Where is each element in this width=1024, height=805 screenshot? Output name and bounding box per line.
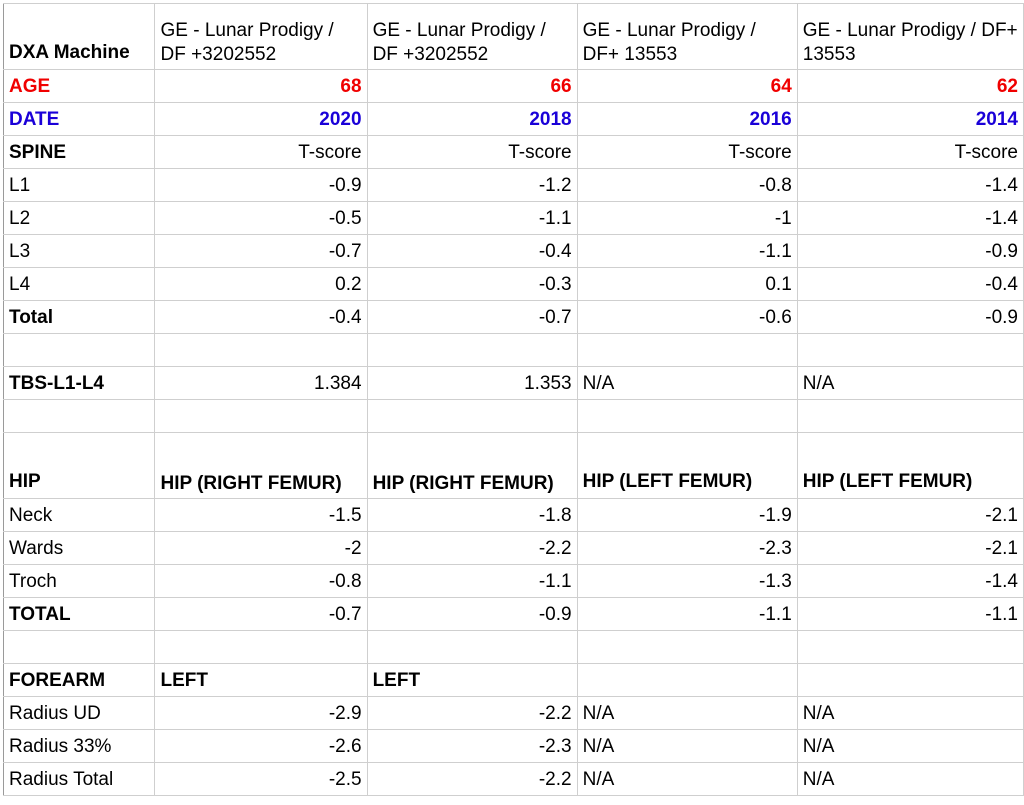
value-cell[interactable]: -1.8 [367,499,577,532]
hip-side-cell[interactable]: HIP (RIGHT FEMUR) [367,433,577,499]
spine-row-total [4,301,1024,334]
value-cell[interactable]: N/A [797,763,1023,796]
t-score-cell[interactable]: T-score [367,136,577,169]
hip-row-total [4,598,1024,631]
forearm-side-cell[interactable]: LEFT [367,664,577,697]
spine-row-l4 [4,268,1024,301]
machine-cell[interactable]: GE - Lunar Prodigy / DF +3202552 [155,4,367,70]
empty-cell[interactable] [797,400,1023,433]
value-cell[interactable]: -0.9 [797,235,1023,268]
t-score-cell[interactable]: T-score [155,136,367,169]
empty-cell[interactable] [577,631,797,664]
spine-row-l2 [4,202,1024,235]
date-cell[interactable]: 2020 [155,103,367,136]
machine-label[interactable]: DXA Machine [4,4,155,70]
value-cell[interactable]: -2 [155,532,367,565]
value-cell[interactable]: -2.2 [367,763,577,796]
value-cell[interactable]: -1.4 [797,169,1023,202]
row-label[interactable]: L3 [4,235,155,268]
row-label[interactable]: Neck [4,499,155,532]
value-cell[interactable]: -1.1 [577,598,797,631]
age-cell[interactable]: 66 [367,70,577,103]
value-cell[interactable]: -1.9 [577,499,797,532]
row-label[interactable]: Radius 33% [4,730,155,763]
age-cell[interactable]: 68 [155,70,367,103]
value-cell[interactable]: -1.1 [577,235,797,268]
empty-cell[interactable] [155,334,367,367]
forearm-row-radius-total [4,763,1024,796]
t-score-cell[interactable]: T-score [797,136,1023,169]
hip-header-row [4,433,1024,499]
value-cell[interactable]: -0.8 [155,565,367,598]
hip-side-cell[interactable]: HIP (RIGHT FEMUR) [155,433,367,499]
value-cell[interactable]: N/A [577,763,797,796]
empty-row [4,400,1024,433]
forearm-row-radius-ud [4,697,1024,730]
date-label[interactable]: DATE [4,103,155,136]
value-cell[interactable]: -0.4 [367,235,577,268]
empty-row [4,631,1024,664]
date-cell[interactable]: 2016 [577,103,797,136]
value-cell[interactable]: N/A [797,730,1023,763]
value-cell[interactable]: -0.7 [155,598,367,631]
hip-label[interactable]: HIP [4,433,155,499]
value-cell[interactable]: 0.2 [155,268,367,301]
value-cell[interactable]: 1.384 [155,367,367,400]
dxa-results-table [3,3,1024,796]
machine-cell[interactable]: GE - Lunar Prodigy / DF+ 13553 [797,4,1023,70]
value-cell[interactable]: -1.1 [797,598,1023,631]
age-cell[interactable]: 64 [577,70,797,103]
value-cell[interactable]: -1.4 [797,565,1023,598]
empty-cell[interactable] [577,400,797,433]
forearm-row-radius-33 [4,730,1024,763]
row-label[interactable]: Total [4,301,155,334]
value-cell[interactable]: 0.1 [577,268,797,301]
empty-cell[interactable] [4,334,155,367]
value-cell[interactable]: -0.8 [577,169,797,202]
spine-label[interactable]: SPINE [4,136,155,169]
empty-cell[interactable] [797,334,1023,367]
value-cell[interactable]: -0.9 [797,301,1023,334]
tbs-row [4,367,1024,400]
age-label[interactable]: AGE [4,70,155,103]
age-cell[interactable]: 62 [797,70,1023,103]
date-cell[interactable]: 2014 [797,103,1023,136]
row-label[interactable]: L1 [4,169,155,202]
date-cell[interactable]: 2018 [367,103,577,136]
value-cell[interactable]: -0.4 [797,268,1023,301]
row-label[interactable]: L4 [4,268,155,301]
forearm-side-cell[interactable] [577,664,797,697]
value-cell[interactable]: -2.1 [797,499,1023,532]
empty-cell[interactable] [577,334,797,367]
hip-row-troch [4,565,1024,598]
machine-cell[interactable]: GE - Lunar Prodigy / DF +3202552 [367,4,577,70]
empty-cell[interactable] [797,631,1023,664]
value-cell[interactable]: -1.1 [367,565,577,598]
value-cell[interactable]: -2.3 [577,532,797,565]
machine-cell[interactable]: GE - Lunar Prodigy / DF+ 13553 [577,4,797,70]
value-cell[interactable]: -2.5 [155,763,367,796]
value-cell[interactable]: N/A [797,367,1023,400]
date-row [4,103,1024,136]
empty-cell[interactable] [367,400,577,433]
row-label[interactable]: Wards [4,532,155,565]
empty-cell[interactable] [4,631,155,664]
value-cell[interactable]: 1.353 [367,367,577,400]
value-cell[interactable]: -0.4 [155,301,367,334]
value-cell[interactable]: -2.2 [367,697,577,730]
row-label[interactable]: Troch [4,565,155,598]
machine-row [4,4,1024,70]
empty-row [4,334,1024,367]
empty-cell[interactable] [367,334,577,367]
value-cell[interactable]: -1.2 [367,169,577,202]
value-cell[interactable]: -0.9 [367,598,577,631]
value-cell[interactable]: -0.9 [155,169,367,202]
value-cell[interactable]: -0.3 [367,268,577,301]
row-label[interactable]: Radius Total [4,763,155,796]
spine-row-l1 [4,169,1024,202]
value-cell[interactable]: N/A [577,697,797,730]
spine-row-l3 [4,235,1024,268]
value-cell[interactable]: -2.6 [155,730,367,763]
age-row [4,70,1024,103]
forearm-header-row [4,664,1024,697]
value-cell[interactable]: -1.1 [367,202,577,235]
value-cell[interactable]: -1.5 [155,499,367,532]
value-cell[interactable]: -1.4 [797,202,1023,235]
empty-cell[interactable] [155,400,367,433]
t-score-cell[interactable]: T-score [577,136,797,169]
value-cell[interactable]: -0.7 [367,301,577,334]
value-cell[interactable]: -2.2 [367,532,577,565]
forearm-label[interactable]: FOREARM [4,664,155,697]
hip-row-wards [4,532,1024,565]
forearm-side-cell[interactable]: LEFT [155,664,367,697]
spine-header-row [4,136,1024,169]
value-cell[interactable]: -0.5 [155,202,367,235]
empty-cell[interactable] [4,400,155,433]
row-label[interactable]: L2 [4,202,155,235]
hip-side-cell[interactable]: HIP (LEFT FEMUR) [577,433,797,499]
empty-cell[interactable] [155,631,367,664]
hip-side-cell[interactable]: HIP (LEFT FEMUR) [797,433,1023,499]
row-label[interactable]: Radius UD [4,697,155,730]
value-cell[interactable]: -1 [577,202,797,235]
value-cell[interactable]: N/A [577,730,797,763]
value-cell[interactable]: -0.7 [155,235,367,268]
value-cell[interactable]: -2.1 [797,532,1023,565]
value-cell[interactable]: -2.3 [367,730,577,763]
forearm-side-cell[interactable] [797,664,1023,697]
value-cell[interactable]: N/A [797,697,1023,730]
row-label[interactable]: TOTAL [4,598,155,631]
value-cell[interactable]: -2.9 [155,697,367,730]
value-cell[interactable]: -0.6 [577,301,797,334]
value-cell[interactable]: -1.3 [577,565,797,598]
hip-row-neck [4,499,1024,532]
value-cell[interactable]: N/A [577,367,797,400]
empty-cell[interactable] [367,631,577,664]
tbs-label[interactable]: TBS-L1-L4 [4,367,155,400]
